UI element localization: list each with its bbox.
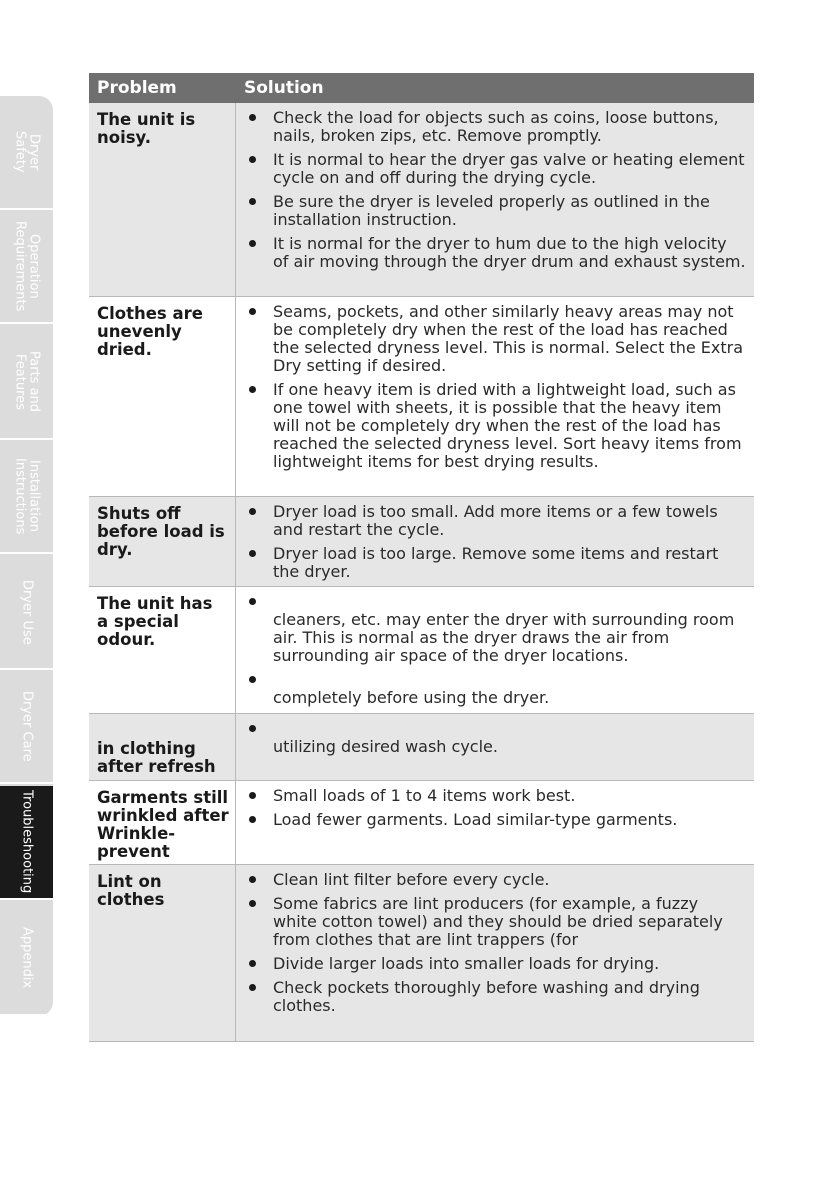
section-tabs: [0, 96, 53, 1016]
bullet-icon: [249, 960, 256, 967]
solution-text: It is normal to hear the dryer gas valve or heating element cycle on and off during the drying cycle.: [273, 150, 745, 187]
bullet-icon: [249, 676, 256, 683]
side-tab[interactable]: [0, 210, 53, 324]
side-tab-label: Appendix: [19, 927, 35, 989]
troubleshooting-table: [89, 73, 754, 1042]
solution-cell: [236, 865, 754, 1041]
solution-text: Load fewer garments. Load similar-type garments.: [273, 810, 678, 829]
solution-text: Check the load for objects such as coins, loose buttons, nails, broken zips, etc. Remove promptly.: [273, 108, 719, 145]
table-body: [89, 103, 754, 1042]
side-tab[interactable]: [0, 670, 53, 784]
solution-cell: [236, 297, 754, 496]
side-tab[interactable]: [0, 326, 53, 440]
solution-text: completely before using the dryer.: [273, 688, 550, 707]
solution-item: [246, 381, 746, 471]
solution-cell: [236, 587, 754, 713]
side-tab-label: Parts and Features: [12, 351, 42, 413]
bullet-icon: [249, 240, 256, 247]
solution-item: [246, 811, 746, 829]
problem-cell: Clothes are unevenly dried.: [89, 297, 236, 496]
solution-item: [246, 871, 746, 889]
side-tab-label: Operation Requirements: [12, 220, 42, 312]
solution-item: [246, 979, 746, 1015]
solution-item: [246, 235, 746, 271]
side-tab-label: Dryer Care: [19, 690, 35, 762]
problem-cell: Garments still wrinkled after Wrinkle-prevent: [89, 781, 236, 864]
solution-text: Divide larger loads into smaller loads for drying.: [273, 954, 660, 973]
solution-cell: [236, 103, 754, 296]
side-tab-label: Dryer Use: [19, 579, 35, 645]
bullet-icon: [249, 725, 256, 732]
solution-text: Clean lint filter before every cycle.: [273, 870, 550, 889]
bullet-icon: [249, 198, 256, 205]
solution-cell: [236, 781, 754, 864]
table-row: [89, 865, 754, 1042]
solution-text: Seams, pockets, and other similarly heavy areas may not be completely dry when the rest of the load has reached the selected dryness level. This is normal. Select the Extra Dry setting if desired.: [273, 302, 744, 375]
side-tab-label: Dryer Safety: [12, 131, 42, 173]
bullet-icon: [249, 308, 256, 315]
solution-cell: [236, 497, 754, 586]
table-row: [89, 497, 754, 587]
solution-item: [246, 955, 746, 973]
solution-text: utilizing desired wash cycle.: [273, 737, 498, 756]
bullet-icon: [249, 876, 256, 883]
solution-text: It is normal for the dryer to hum due to the high velocity of air moving through the dryer drum and exhaust system.: [273, 234, 746, 271]
solution-text: If one heavy item is dried with a lightweight load, such as one towel with sheets, it is possible that the heavy item will not be completely dry when the rest of the load has reached the selected dryness level. Sort heavy items from lightweight items for best drying results.: [273, 380, 742, 471]
bullet-icon: [249, 792, 256, 799]
solution-item: [246, 720, 746, 756]
problem-cell: Shuts off before load is dry.: [89, 497, 236, 586]
solution-item: [246, 895, 746, 949]
side-tab-label: Installation Instructions: [12, 457, 42, 535]
side-tab-label: Troubleshooting: [19, 790, 35, 894]
bullet-icon: [249, 508, 256, 515]
table-row: [89, 103, 754, 297]
solution-item: [246, 545, 746, 581]
table-row: [89, 781, 754, 865]
solution-text: Small loads of 1 to 4 items work best.: [273, 786, 576, 805]
solution-text: Check pockets thoroughly before washing and drying clothes.: [273, 978, 700, 1015]
bullet-icon: [249, 386, 256, 393]
bullet-icon: [249, 156, 256, 163]
solution-item: [246, 193, 746, 229]
solution-text: Some fabrics are lint producers (for example, a fuzzy white cotton towel) and they should be dried separately from clothes that are lint trappers (for: [273, 894, 723, 949]
solution-text: cleaners, etc. may enter the dryer with surrounding room air. This is normal as the dryer draws the air from surrounding air space of the dryer locations.: [273, 610, 735, 665]
table-header: [89, 73, 754, 103]
solution-item: [246, 593, 746, 665]
solution-cell: [236, 714, 754, 780]
bullet-icon: [249, 550, 256, 557]
header-problem: Problem: [97, 78, 177, 98]
solution-item: [246, 787, 746, 805]
problem-cell: Lint on clothes: [89, 865, 236, 1041]
side-tab[interactable]: [0, 902, 53, 1016]
solution-item: [246, 303, 746, 375]
side-tab[interactable]: [0, 96, 53, 210]
bullet-icon: [249, 984, 256, 991]
side-tab[interactable]: [0, 556, 53, 670]
problem-cell: The unit has a special odour.: [89, 587, 236, 713]
side-tab[interactable]: [0, 440, 53, 554]
problem-cell: in clothing after refresh: [89, 714, 236, 780]
bullet-icon: [249, 114, 256, 121]
solution-text: Dryer load is too large. Remove some items and restart the dryer.: [273, 544, 719, 581]
table-row: [89, 587, 754, 714]
side-tab[interactable]: [0, 786, 53, 900]
header-solution: Solution: [244, 78, 324, 98]
problem-cell: The unit is noisy.: [89, 103, 236, 296]
bullet-icon: [249, 900, 256, 907]
bullet-icon: [249, 816, 256, 823]
table-row: [89, 714, 754, 781]
solution-text: Be sure the dryer is leveled properly as outlined in the installation instruction.: [273, 192, 710, 229]
solution-item: [246, 671, 746, 707]
bullet-icon: [249, 598, 256, 605]
solution-item: [246, 503, 746, 539]
solution-item: [246, 151, 746, 187]
table-row: [89, 297, 754, 497]
solution-item: [246, 109, 746, 145]
solution-text: Dryer load is too small. Add more items or a few towels and restart the cycle.: [273, 502, 718, 539]
